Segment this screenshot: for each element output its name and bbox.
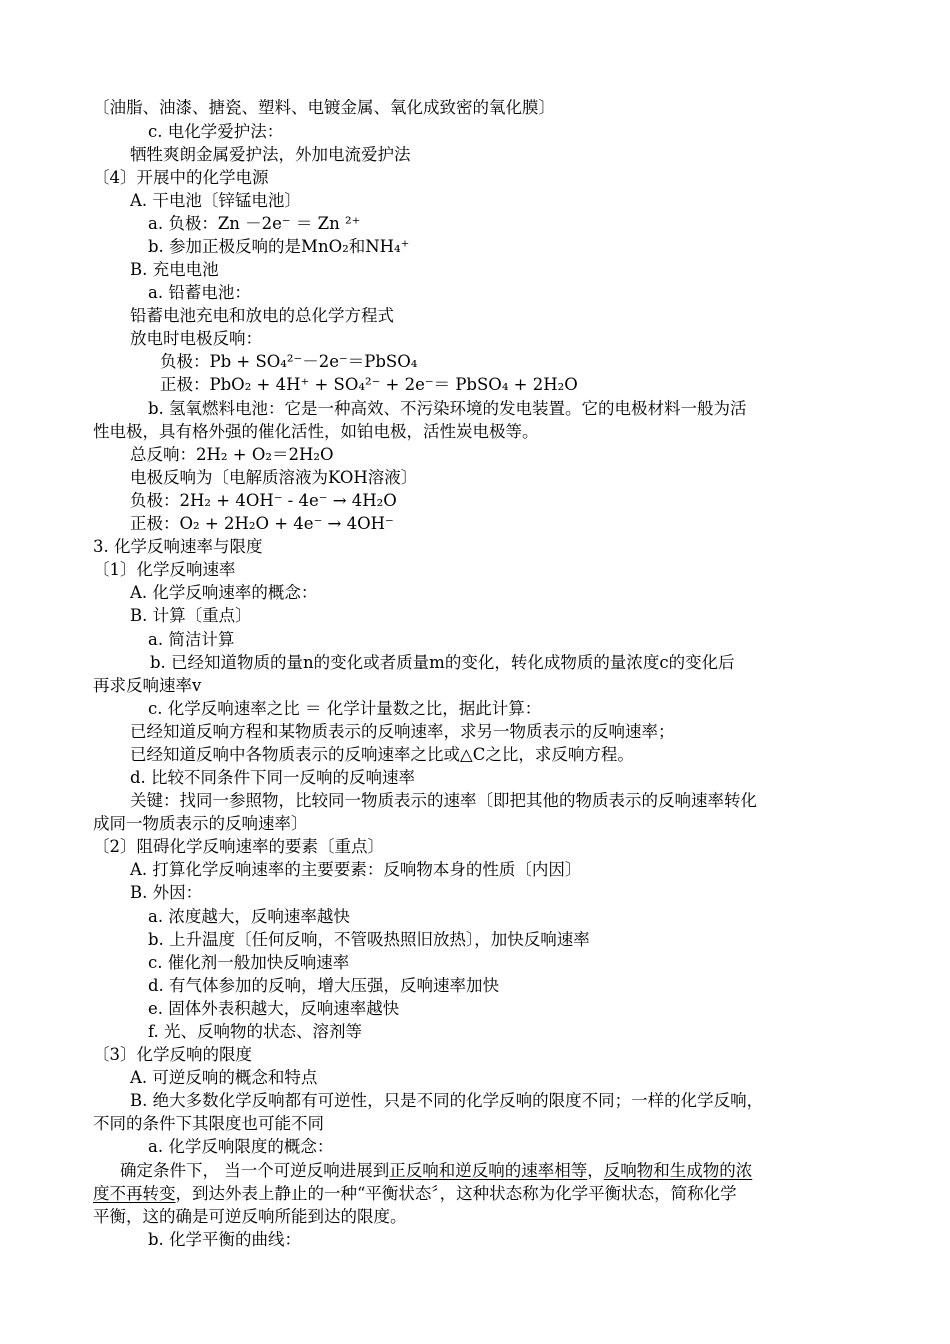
equation-line: 总反响：2H₂ + O₂＝2H₂O (130, 445, 334, 464)
text-line: a. 简洁计算 (148, 630, 235, 649)
text-line: 已经知道反响方程和某物质表示的反响速率，求另一物质表示的反响速率； (130, 722, 675, 741)
text-line: 〔油脂、油漆、搪瓷、塑料、电镀金属、氧化成致密的氧化膜〕 (93, 98, 555, 117)
text-line: B. 计算〔重点〕 (130, 606, 252, 625)
paragraph-line (120, 1159, 752, 1182)
text-line: 不同的条件下其限度也可能不同 (93, 1114, 324, 1133)
section-heading: 3. 化学反响速率与限度 (93, 537, 263, 556)
text-line: f. 光、反响物的状态、溶剂等 (148, 1022, 363, 1041)
text-line: a. 铅蓄电池： (148, 283, 251, 302)
text-line: 电极反响为〔电解质溶液为KOH溶液〕 (130, 468, 418, 487)
equation-line: 负极：Pb + SO₄²⁻－2e⁻＝PbSO₄ (160, 352, 418, 371)
underlined-text: 正反响和逆反响的速率相等 (389, 1161, 588, 1180)
text-line: 放电时电极反响： (130, 329, 262, 348)
text-line: A. 可逆反响的概念和特点 (130, 1068, 318, 1087)
equation-line: 正极：PbO₂ + 4H⁺ + SO₄²⁻ + 2e⁻＝ PbSO₄ + 2H₂O (160, 375, 578, 394)
section-heading: 〔4〕开展中的化学电源 (93, 168, 269, 187)
text-line: B. 绝大多数化学反响都有可逆性，只是不同的化学反响的限度不同；一样的化学反响， (130, 1091, 764, 1110)
text-line: a. 负极：Zn －2e⁻ ＝ Zn ²⁺ (148, 214, 361, 233)
text-line: 关键：找同一参照物，比较同一物质表示的速率〔即把其他的物质表示的反响速率转化 (130, 791, 757, 810)
text-line: b. 氢氧燃料电池：它是一种高效、不污染环境的发电装置。它的电极材料一般为活 (148, 399, 747, 418)
text-line: 成同一物质表示的反响速率〕 (93, 814, 308, 833)
equation-line: 正极：O₂ + 2H₂O + 4e⁻ → 4OH⁻ (130, 514, 394, 533)
text-line: b. 上升温度〔任何反响，不管吸热照旧放热〕，加快反响速率 (148, 930, 590, 949)
text-line: c. 电化学爱护法： (148, 122, 284, 141)
paragraph-text: ， (587, 1161, 604, 1180)
paragraph-text: 确定条件下， 当一个可逆反响进展到 (120, 1161, 390, 1180)
text-line: B. 充电电池 (130, 260, 219, 279)
text-line: A. 化学反响速率的概念： (130, 583, 318, 602)
paragraph-text: ，到达外表上静止的一种“平衡状态〞，这种状态称为化学平衡状态，简称化学 (175, 1184, 737, 1203)
text-line: 已经知道反响中各物质表示的反响速率之比或△C之比，求反响方程。 (130, 745, 634, 764)
paragraph-line: 平衡，这的确是可逆反响所能到达的限度。 (93, 1207, 407, 1226)
text-line: c. 催化剂一般加快反响速率 (148, 953, 350, 972)
equation-line: 负极：2H₂ + 4OH⁻ - 4e⁻ → 4H₂O (130, 491, 397, 510)
underlined-text: 度不再转变 (93, 1184, 176, 1203)
section-heading: 〔3〕化学反响的限度 (93, 1045, 252, 1064)
text-line: b. 已经知道物质的量n的变化或者质量m的变化，转化成物质的量浓度c的变化后 (150, 653, 735, 672)
text-line: 再求反响速率v (93, 676, 202, 695)
text-line: b. 参加正极反响的是MnO₂和NH₄⁺ (148, 237, 410, 256)
text-line: 牺牲爽朗金属爱护法，外加电流爱护法 (130, 145, 411, 164)
text-line: d. 有气体参加的反响，增大压强，反响速率加快 (148, 976, 500, 995)
paragraph-line (93, 1182, 737, 1205)
text-line: b. 化学平衡的曲线： (148, 1230, 302, 1249)
underlined-text: 反响物和生成物的浓 (603, 1161, 753, 1180)
section-heading: 〔2〕阻碍化学反响速率的要素〔重点〕 (93, 837, 384, 856)
text-line: c. 化学反响速率之比 ＝ 化学计量数之比，据此计算： (148, 699, 542, 718)
text-line: A. 干电池〔锌锰电池〕 (130, 191, 301, 210)
text-line: a. 化学反响限度的概念： (148, 1137, 334, 1156)
text-line: B. 外因： (130, 883, 203, 902)
text-line: d. 比较不同条件下同一反响的反响速率 (130, 768, 416, 787)
section-heading: 〔1〕化学反响速率 (93, 560, 236, 579)
text-line: 铅蓄电池充电和放电的总化学方程式 (130, 306, 394, 325)
text-line: e. 固体外表积越大，反响速率越快 (148, 999, 400, 1018)
text-line: a. 浓度越大，反响速率越快 (148, 907, 350, 926)
text-line: 性电极，具有格外强的催化活性，如铂电极，活性炭电极等。 (93, 422, 539, 441)
text-line: A. 打算化学反响速率的主要要素：反响物本身的性质〔内因〕 (130, 860, 582, 879)
